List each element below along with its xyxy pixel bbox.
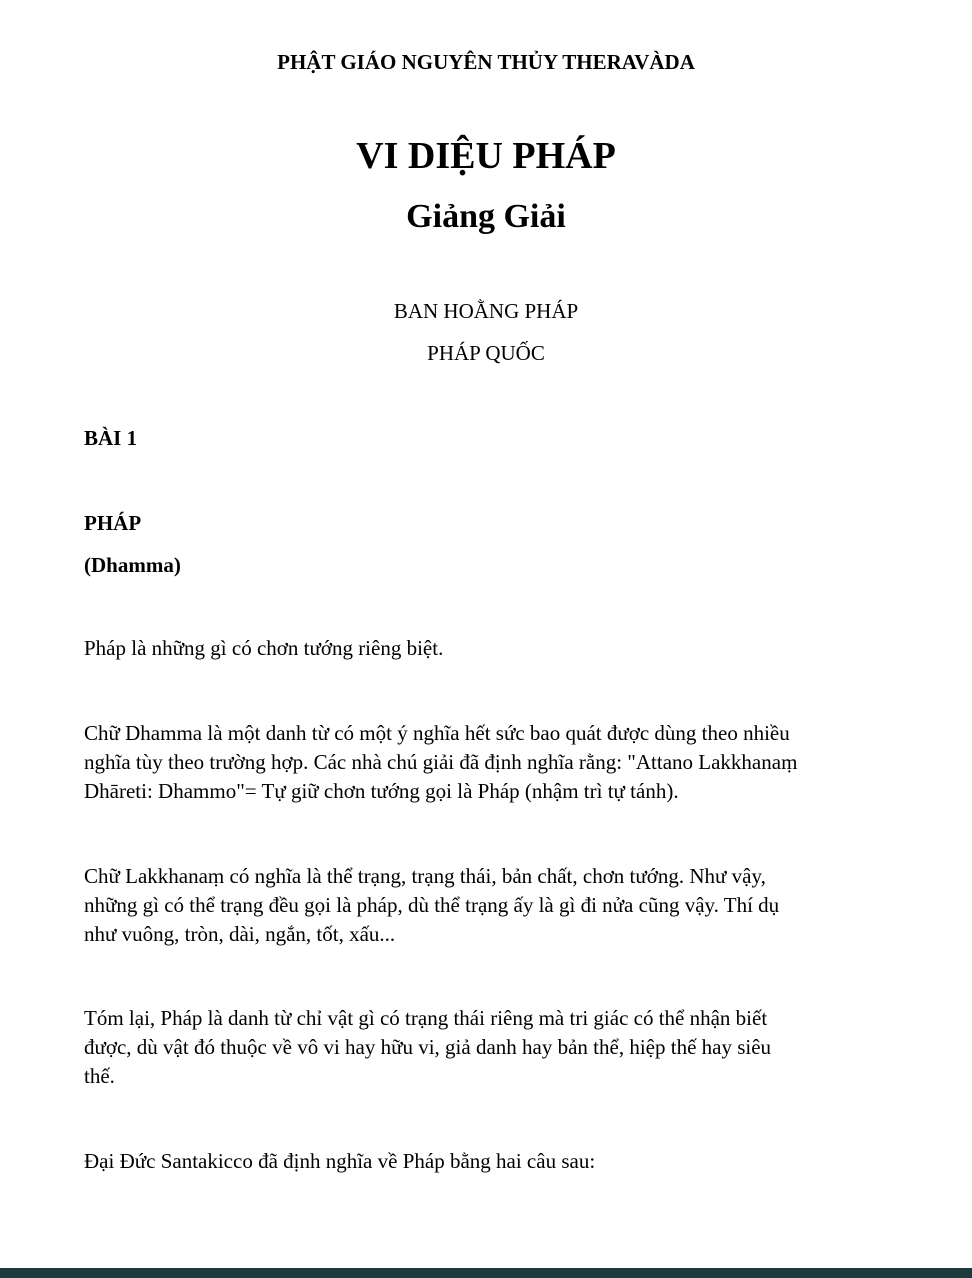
paragraph — [84, 1147, 894, 1176]
document-subtitle: Giảng Giải — [406, 198, 566, 235]
paragraph — [84, 634, 894, 663]
paragraph-line: Chữ Lakkhanaṃ có nghĩa là thể trạng, trạng thái, bản chất, chơn tướng. Như vậy, — [84, 864, 766, 888]
paragraph-line: được, dù vật đó thuộc về vô vi hay hữu vi, giả danh hay bản thể, hiệp thế hay siêu — [84, 1035, 772, 1059]
paragraph-line: Pháp là những gì có chơn tướng riêng biệt. — [84, 636, 444, 660]
organization-line-1: BAN HOẰNG PHÁP — [393, 299, 579, 323]
paragraph — [84, 1004, 894, 1091]
paragraph-line: Tóm lại, Pháp là danh từ chỉ vật gì có trạng thái riêng mà tri giác có thể nhận biết — [84, 1006, 768, 1030]
document-header: PHẬT GIÁO NGUYÊN THỦY THERAVÀDA — [277, 50, 695, 74]
lesson-heading: BÀI 1 — [84, 426, 138, 450]
paragraph-line: những gì có thể trạng đều gọi là pháp, dù thể trạng ấy là gì đi nửa cũng vậy. Thí dụ — [84, 893, 780, 917]
paragraph — [84, 719, 894, 806]
paragraph-line: như vuông, tròn, dài, ngắn, tốt, xấu... — [84, 922, 396, 946]
organization-line-2: PHÁP QUỐC — [427, 341, 545, 365]
bottom-frame-bar — [0, 1268, 972, 1278]
paragraph-line: Chữ Dhamma là một danh từ có một ý nghĩa hết sức bao quát được dùng theo nhiều — [84, 721, 790, 745]
paragraph — [84, 862, 894, 949]
section-heading: PHÁP — [84, 511, 142, 535]
document-title: VI DIỆU PHÁP — [356, 135, 616, 177]
paragraph-line: thế. — [84, 1064, 115, 1088]
section-subheading: (Dhamma) — [84, 553, 181, 577]
paragraph-line: Dhāreti: Dhammo"= Tự giữ chơn tướng gọi là Pháp (nhậm trì tự tánh). — [84, 779, 679, 803]
paragraph-line: nghĩa tùy theo trường hợp. Các nhà chú giải đã định nghĩa rằng: "Attano Lakkhanaṃ — [84, 750, 798, 774]
paragraph-line: Đại Đức Santakicco đã định nghĩa về Pháp bằng hai câu sau: — [84, 1149, 596, 1173]
